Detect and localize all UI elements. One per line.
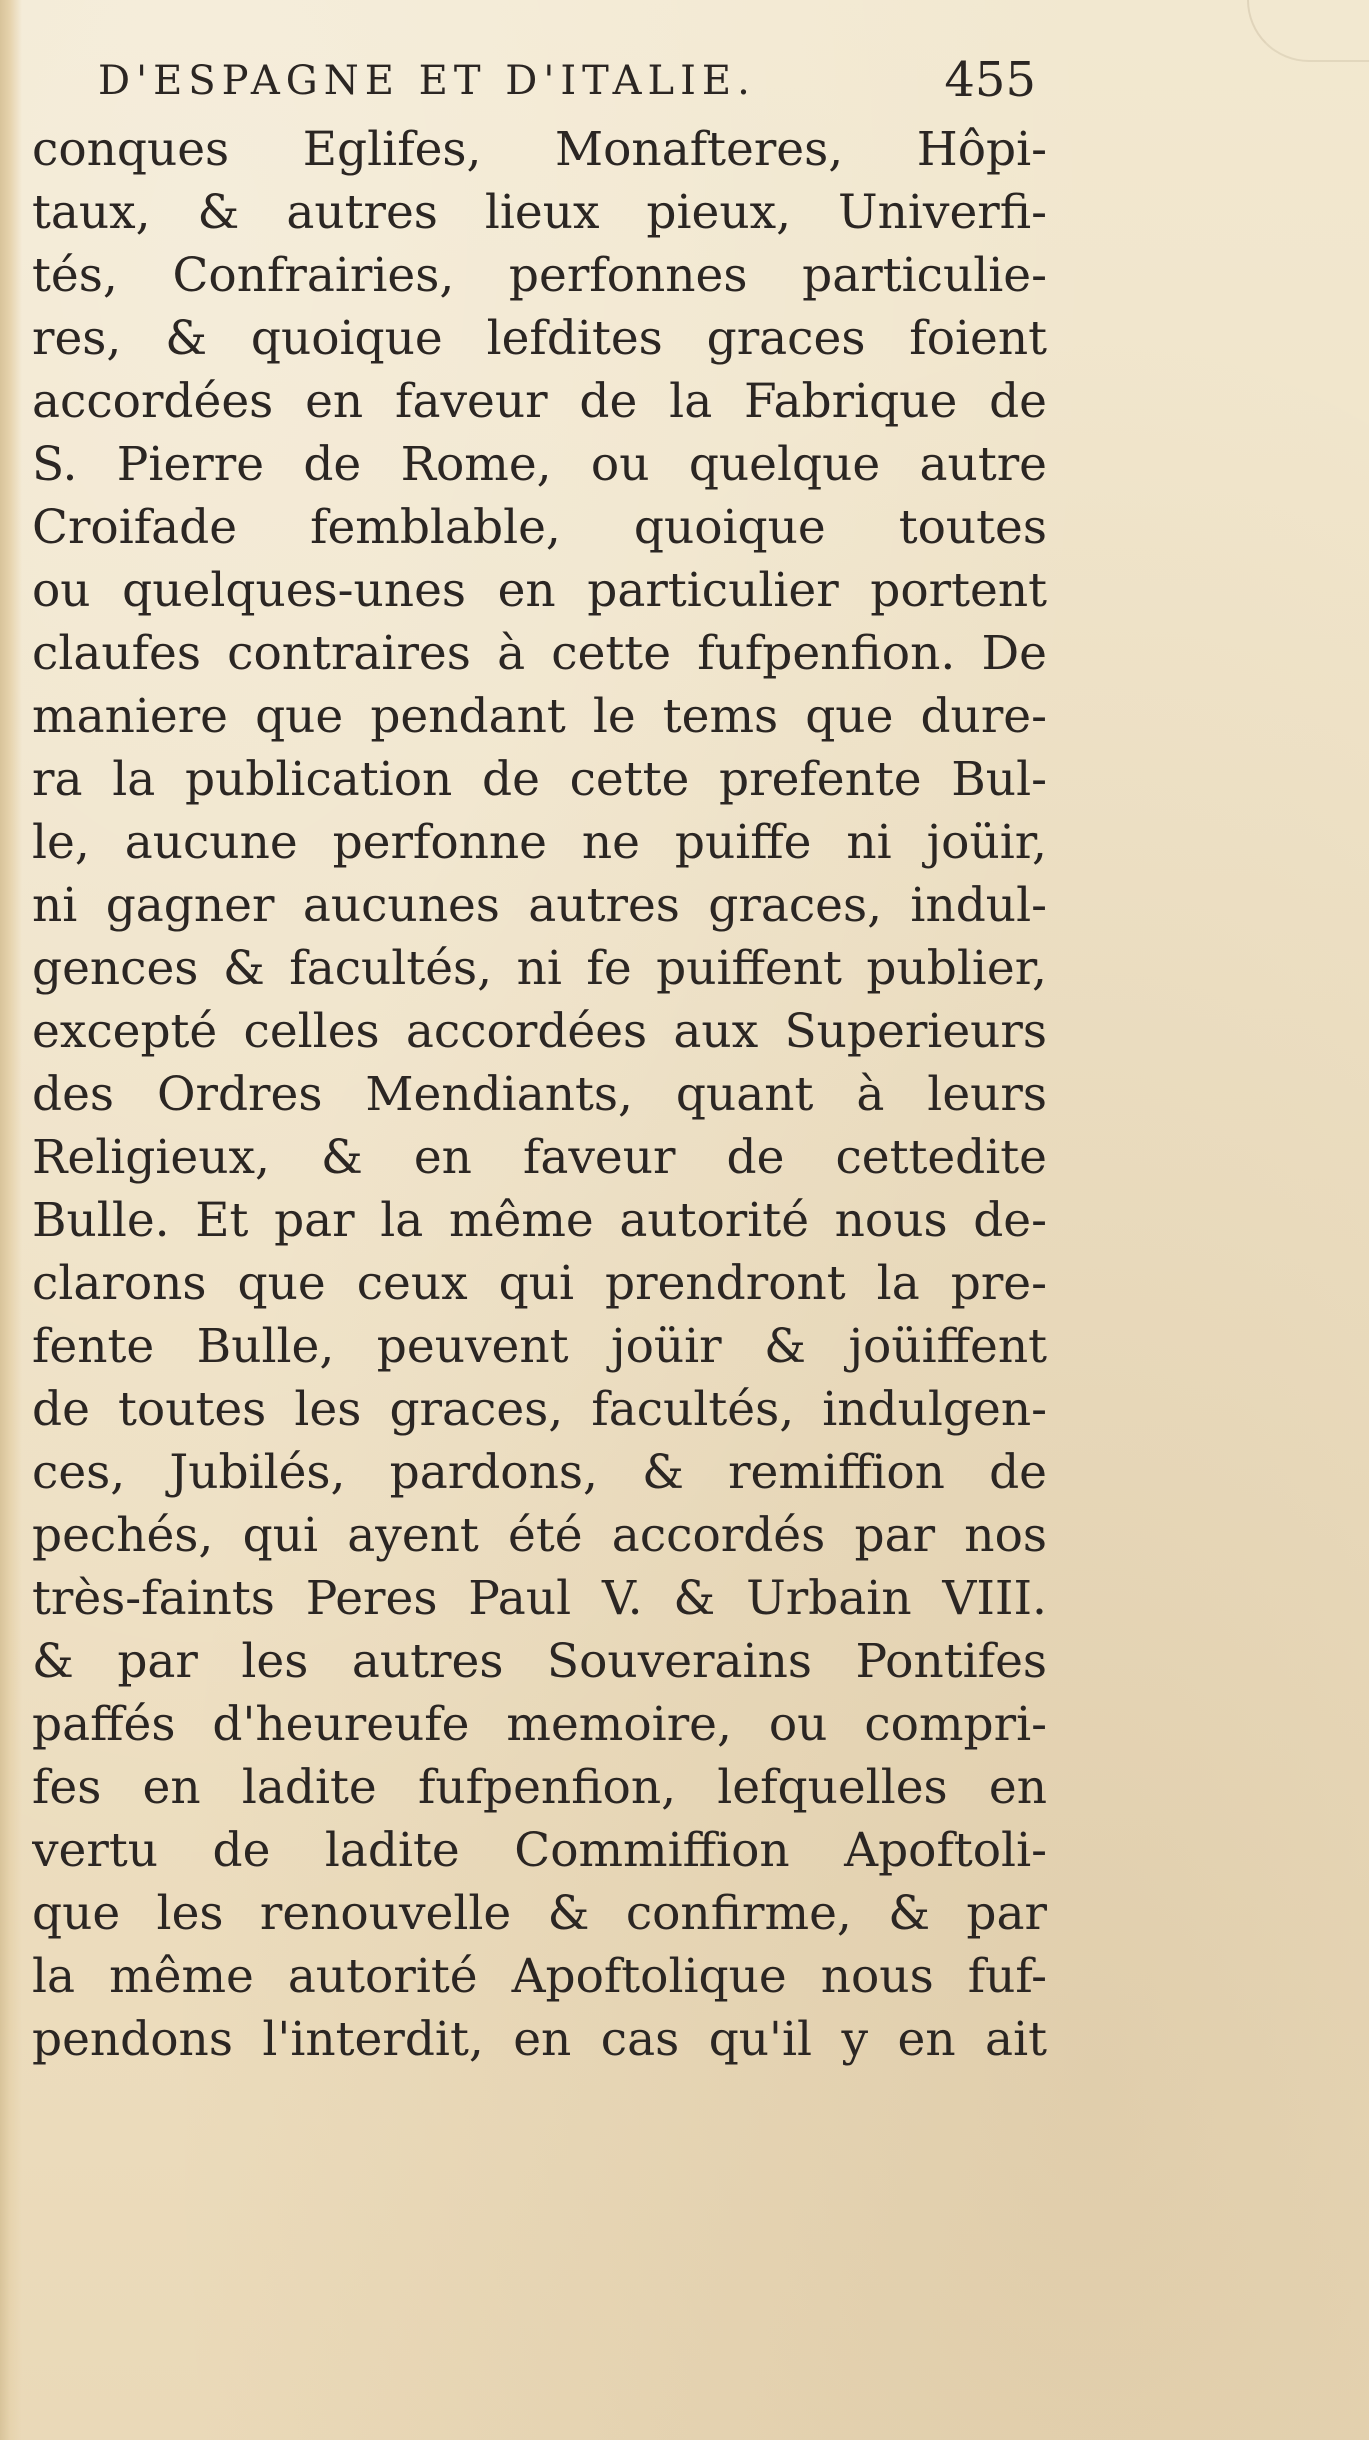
text-line: Croifade femblable, quoique toutes xyxy=(32,500,1047,555)
text-line: pechés, qui ayent été accordés par nos xyxy=(32,1508,1047,1563)
page-number: 455 xyxy=(944,52,1036,108)
text-line: très-faints Peres Paul V. & Urbain VIII. xyxy=(32,1571,1047,1626)
text-line: que les renouvelle & confirme, & par xyxy=(32,1886,1047,1941)
page-header xyxy=(98,52,1036,120)
text-line: claufes contraires à cette fufpenfion. De xyxy=(32,626,1047,681)
text-line: tés, Confrairies, perfonnes particulie- xyxy=(32,248,1047,303)
text-line: conques Eglifes, Monafteres, Hôpi- xyxy=(32,122,1047,177)
page-corner xyxy=(1247,0,1369,62)
text-line: des Ordres Mendiants, quant à leurs xyxy=(32,1067,1047,1122)
text-line: paffés d'heureufe memoire, ou compri- xyxy=(32,1697,1047,1752)
text-line: clarons que ceux qui prendront la pre- xyxy=(32,1256,1047,1311)
text-line: de toutes les graces, facultés, indulgen- xyxy=(32,1382,1047,1437)
page-gutter xyxy=(0,0,22,2440)
text-line: le, aucune perfonne ne puiffe ni joüir, xyxy=(32,815,1047,870)
text-line: accordées en faveur de la Fabrique de xyxy=(32,374,1047,429)
text-line: la même autorité Apoftolique nous fuf- xyxy=(32,1949,1047,2004)
running-head: D'ESPAGNE ET D'ITALIE. xyxy=(98,58,756,104)
text-line: fente Bulle, peuvent joüir & joüiffent xyxy=(32,1319,1047,1374)
text-line: Bulle. Et par la même autorité nous de- xyxy=(32,1193,1047,1248)
text-line: taux, & autres lieux pieux, Univerfi- xyxy=(32,185,1047,240)
text-line: ni gagner aucunes autres graces, indul- xyxy=(32,878,1047,933)
text-line: gences & facultés, ni fe puiffent publier, xyxy=(32,941,1047,996)
text-line: Religieux, & en faveur de cettedite xyxy=(32,1130,1047,1185)
text-line: pendons l'interdit, en cas qu'il y en ait xyxy=(32,2012,1047,2067)
text-line: & par les autres Souverains Pontifes xyxy=(32,1634,1047,1689)
text-line: maniere que pendant le tems que dure- xyxy=(32,689,1047,744)
text-line: ou quelques-unes en particulier portent xyxy=(32,563,1047,618)
text-line: ces, Jubilés, pardons, & remiffion de xyxy=(32,1445,1047,1500)
text-line: S. Pierre de Rome, ou quelque autre xyxy=(32,437,1047,492)
text-line: res, & quoique lefdites graces foient xyxy=(32,311,1047,366)
text-line: ra la publication de cette prefente Bul- xyxy=(32,752,1047,807)
body-text xyxy=(32,118,1047,2071)
text-line: fes en ladite fufpenfion, lefquelles en xyxy=(32,1760,1047,1815)
text-line: excepté celles accordées aux Superieurs xyxy=(32,1004,1047,1059)
text-line: vertu de ladite Commiffion Apoftoli- xyxy=(32,1823,1047,1878)
